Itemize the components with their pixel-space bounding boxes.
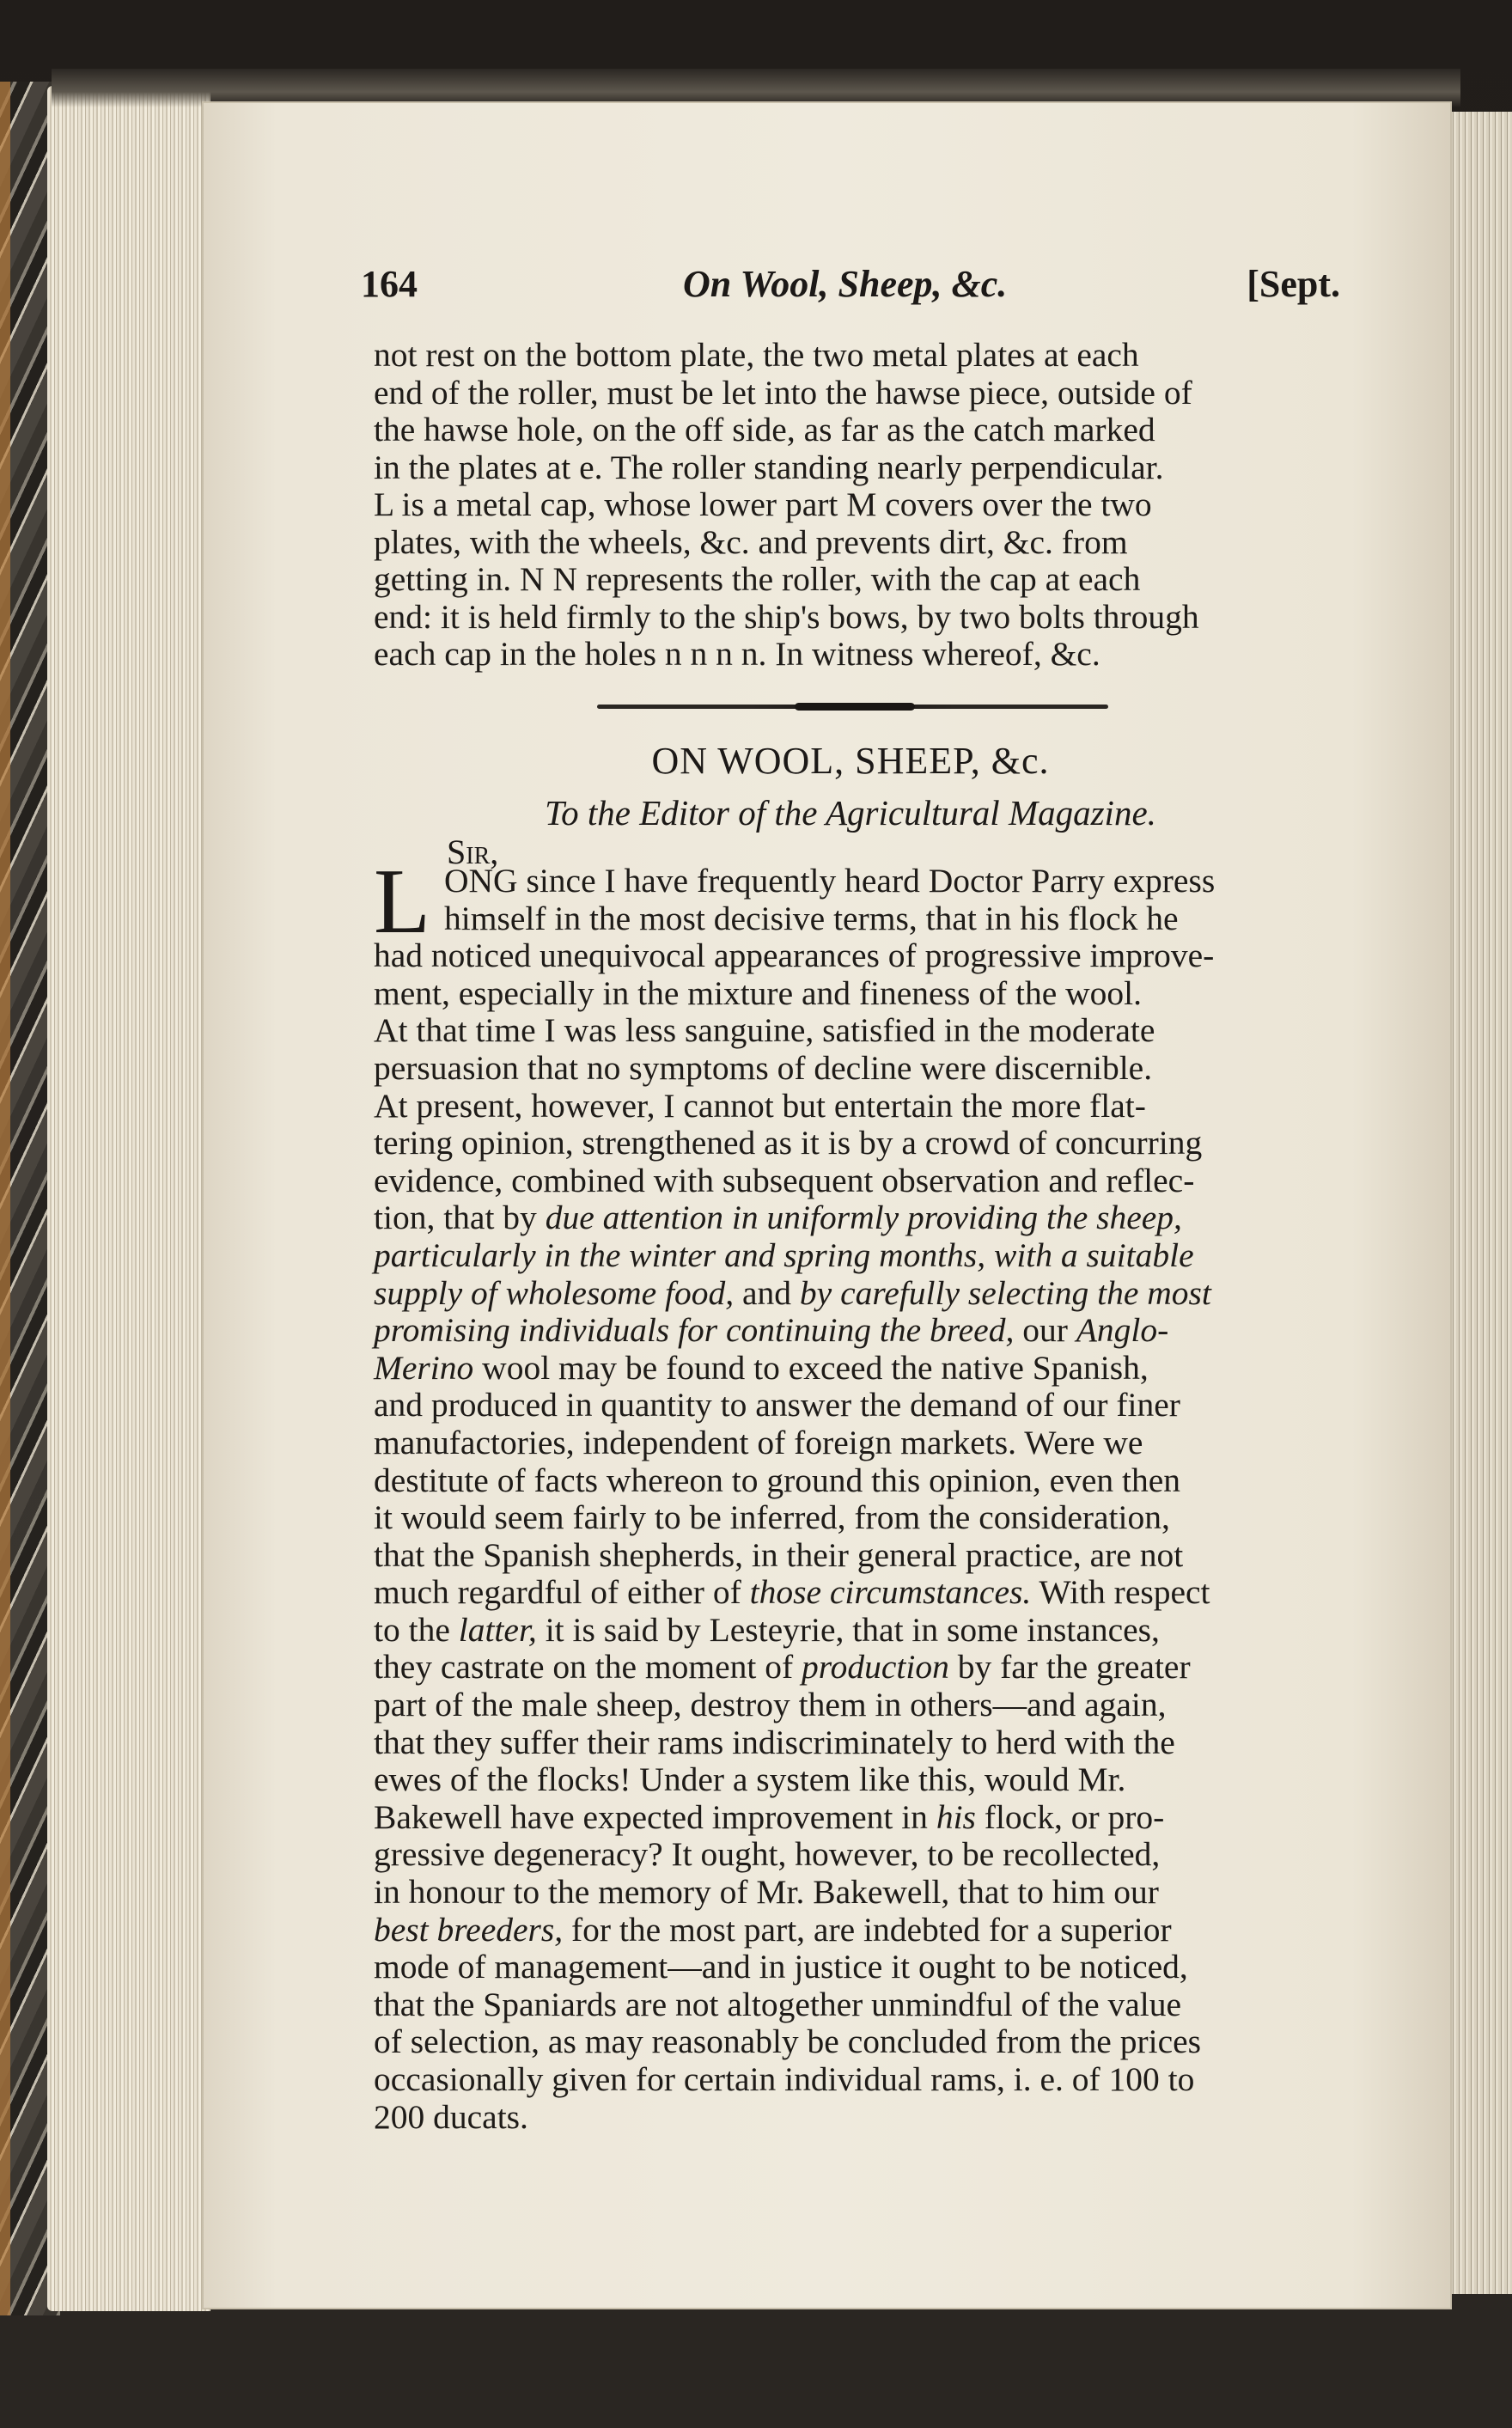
text-line [374, 1799, 1327, 1837]
text-line [374, 2023, 1327, 2061]
page-edges-right [1450, 112, 1512, 2294]
text-run: mode of management—and in justice it ought to be noticed, [374, 1948, 1188, 1986]
text-line [374, 1537, 1327, 1575]
text-line [374, 900, 1327, 938]
text-run: to the [374, 1610, 459, 1649]
text-line [374, 1874, 1327, 1912]
text-run: in honour to the memory of Mr. Bakewell, that to him our [374, 1873, 1159, 1912]
text-line [374, 1424, 1327, 1462]
text-line [374, 1724, 1327, 1762]
italic-run: best breeders, [374, 1910, 564, 1949]
text-line [374, 1649, 1327, 1687]
text-run: flock, or pro- [975, 1797, 1165, 1836]
text-line [374, 937, 1327, 975]
page-edges-left [47, 86, 210, 2311]
text-line [374, 1687, 1327, 1724]
text-run: At present, however, I cannot but entertain the more flat- [374, 1086, 1146, 1125]
text-run: part of the male sheep, destroy them in others—and again, [374, 1686, 1167, 1724]
running-title: On Wool, Sheep, &c. [683, 263, 1008, 305]
text-line [374, 1761, 1327, 1799]
text-run: our [1014, 1311, 1076, 1350]
text-run: of selection, as may reasonably be concluded from the prices [374, 2022, 1202, 2061]
text-line [374, 1499, 1327, 1537]
salutation: Sir, [447, 833, 499, 871]
text-line [374, 1350, 1327, 1388]
text-run: persuasion that no symptoms of decline were discernible. [374, 1048, 1153, 1087]
text-run: 200 ducats. [374, 2097, 528, 2136]
article-heading: ON WOOL, SHEEP, &c. [651, 740, 1050, 782]
text-line: plates, with the wheels, &c. and prevents dirt, &c. from [374, 522, 1128, 561]
text-line [374, 975, 1327, 1013]
text-run: destitute of facts whereon to ground this opinion, even then [374, 1461, 1181, 1499]
text-run: At that time I was less sanguine, satisfied in the moderate [374, 1011, 1155, 1050]
text-line: getting in. N N represents the roller, with the cap at each [374, 560, 1141, 598]
text-run: ment, especially in the mixture and fineness of the wool. [374, 973, 1142, 1012]
running-month: [Sept. [1247, 263, 1340, 305]
text-run: himself in the most decisive terms, that in his flock he [444, 899, 1179, 937]
text-run: that the Spaniards are not altogether unmindful of the value [374, 1985, 1182, 2023]
text-line: the hawse hole, on the off side, as far as the catch marked [374, 411, 1155, 448]
article-subheading: To the Editor of the Agricultural Magazine. [545, 793, 1156, 833]
text-line [374, 1462, 1327, 1500]
text-run: ewes of the flocks! Under a system like this, would Mr. [374, 1760, 1126, 1799]
section-divider-rule [597, 705, 1108, 709]
text-run: had noticed unequivocal appearances of progressive improve- [374, 936, 1215, 975]
text-run: manufactories, independent of foreign markets. Were we [374, 1423, 1143, 1461]
text-run: gressive degeneracy? It ought, however, to be recollected, [374, 1835, 1161, 1874]
text-run: tion, that by [374, 1199, 546, 1237]
italic-run: particularly in the winter and spring months, with a suitable [374, 1235, 1194, 1274]
italic-run: Merino [374, 1348, 474, 1387]
text-line [374, 1949, 1327, 1986]
text-run: and produced in quantity to answer the demand of our finer [374, 1386, 1180, 1424]
text-run: they castrate on the moment of [374, 1648, 802, 1687]
text-line [374, 1237, 1327, 1275]
text-line [374, 1050, 1327, 1088]
text-line: each cap in the holes n n n n. In witness whereof, &c. [374, 635, 1100, 673]
text-line [374, 1312, 1327, 1350]
text-line [374, 1125, 1327, 1162]
drop-cap: L [374, 851, 430, 953]
text-line [374, 863, 1327, 900]
text-line [374, 1912, 1327, 1949]
text-line [374, 1986, 1327, 2024]
italic-run: by carefully selecting the most [799, 1273, 1211, 1312]
text-line: L is a metal cap, whose lower part M covers over the two [374, 485, 1152, 523]
italic-run: promising individuals for continuing the breed, [374, 1311, 1015, 1350]
text-line: not rest on the bottom plate, the two metal plates at each [374, 336, 1139, 374]
text-run: by far the greater [948, 1648, 1191, 1687]
italic-run: supply of wholesome food, [374, 1273, 735, 1312]
text-run: it would seem fairly to be inferred, from the consideration, [374, 1498, 1170, 1537]
italic-run: Anglo- [1076, 1311, 1169, 1350]
text-line [374, 1836, 1327, 1874]
running-head [361, 262, 1340, 314]
text-run: Bakewell have expected improvement in [374, 1797, 936, 1836]
text-run: and [734, 1273, 800, 1312]
text-run: With respect [1031, 1573, 1210, 1612]
text-line [374, 1387, 1327, 1424]
text-line [374, 2099, 1327, 2137]
text-run: ONG since I have frequently heard Doctor Parry express [444, 862, 1216, 900]
text-run: evidence, combined with subsequent observation and reflec- [374, 1161, 1195, 1199]
italic-run: his [936, 1797, 976, 1836]
text-line [374, 1199, 1327, 1237]
letter-body [374, 863, 1327, 2136]
text-run: much regardful of either of [374, 1573, 750, 1612]
text-line [374, 1088, 1327, 1126]
italic-run: those circumstances. [749, 1573, 1032, 1612]
italic-run: production [801, 1648, 949, 1687]
text-line: in the plates at e. The roller standing nearly perpendicular. [374, 448, 1164, 486]
text-line: end of the roller, must be let into the hawse piece, outside of [374, 373, 1192, 412]
text-line [374, 1612, 1327, 1650]
text-run: occasionally given for certain individual rams, i. e. of 100 to [374, 2060, 1195, 2098]
text-line [374, 1574, 1327, 1612]
text-line [374, 1162, 1327, 1200]
text-run: it is said by Lesteyrie, that in some instances, [536, 1610, 1160, 1649]
text-run: that they suffer their rams indiscriminately to herd with the [374, 1723, 1175, 1761]
italic-run: latter, [458, 1610, 537, 1649]
text-run: wool may be found to exceed the native Spanish, [473, 1348, 1149, 1387]
text-line [374, 2061, 1327, 2099]
italic-run: due attention in uniformly providing the sheep, [545, 1199, 1182, 1237]
text-run: that the Spanish shepherds, in their general practice, are not [374, 1535, 1184, 1574]
cover-spine-edge [0, 82, 10, 2315]
text-run: tering opinion, strengthened as it is by a crowd of concurring [374, 1124, 1203, 1162]
text-line [374, 1012, 1327, 1050]
text-line: end: it is held firmly to the ship's bows, by two bolts through [374, 597, 1199, 636]
continuation-paragraph [374, 337, 1327, 674]
text-run: for the most part, are indebted for a superior [563, 1910, 1172, 1949]
text-line [374, 1275, 1327, 1313]
page-number: 164 [361, 263, 418, 305]
